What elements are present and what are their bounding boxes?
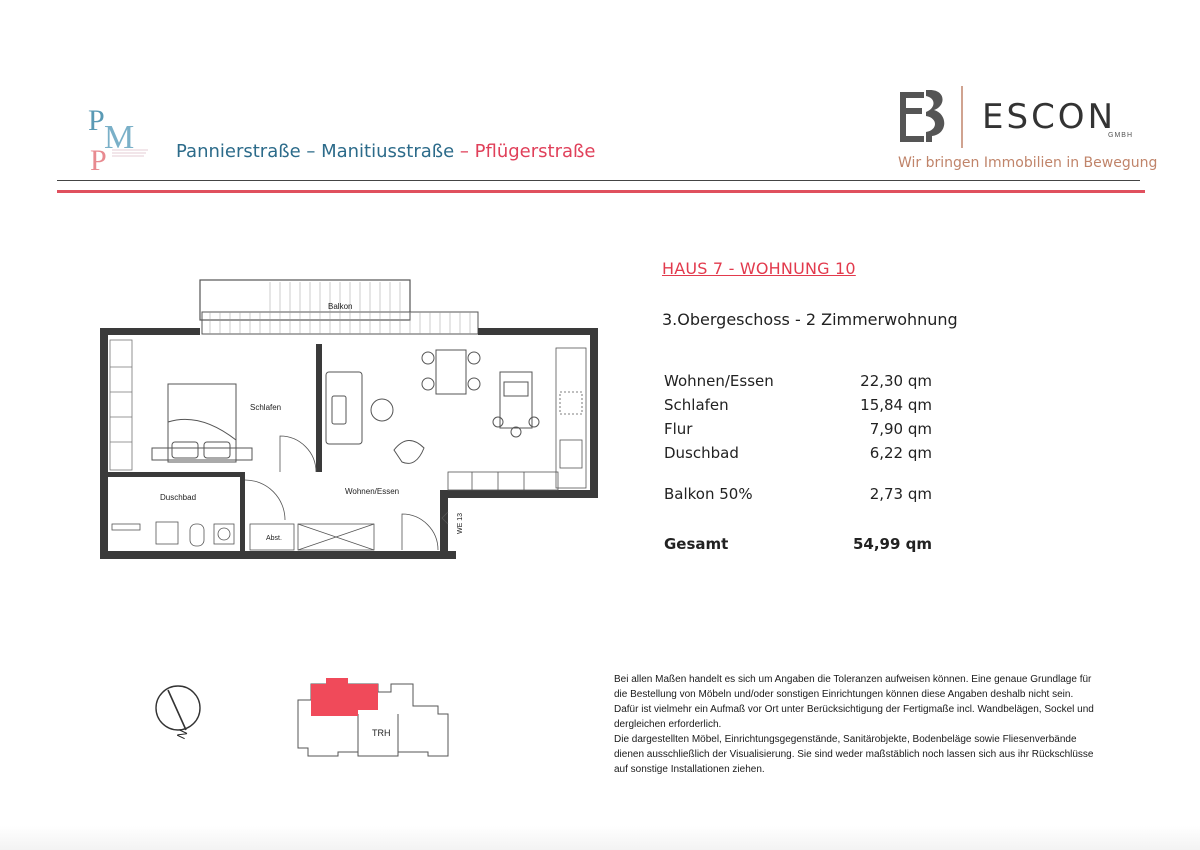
area-label: Flur [664,420,693,438]
pmp-logo [88,100,152,176]
area-row [664,444,932,466]
project-title-highlight: – Pflügerstraße [454,141,596,162]
area-value: 6,22 qm [869,444,932,462]
area-value: 2,73 qm [869,485,932,503]
bathroom [112,522,234,546]
total-label: Gesamt [664,535,729,553]
area-label: Duschbad [664,444,739,462]
pmp-logo-p1: P [88,104,105,137]
area-row [664,372,932,394]
area-label: Schlafen [664,396,729,414]
total-area-row [664,535,932,557]
floor-plan [90,272,610,572]
area-row [664,420,932,442]
header-divider [57,180,1140,181]
area-row [664,485,932,507]
plan-label-abst: Abst. [266,535,282,542]
total-value: 54,99 qm [852,535,932,553]
wardrobe [110,340,132,470]
disclaimer-paragraph: Bei allen Maßen handelt es sich um Angaben die Toleranzen aufweisen können. Eine genaue Grundlage für die Bestellung von Möbeln und/oder sonstigen Einrichtungen können diese Angaben deshalb nicht sein. Dafür ist vielmehr ein Aufmaß vor Ort unter Berücksichtigung der Fertigmaße incl. Wandbelägen, Sockel und dergleichen erforderlich. [614,674,1094,730]
disclaimer-paragraph: Die dargestellten Möbel, Einrichtungsgegenstände, Sanitärobjekte, Bodenbeläge sowie Fliesenverbände dienen ausschließlich der Visualisierung. Sie sind weder maßstäblich noch lassen sich aus ihr Rückschlüsse auf sonstige Installationen ziehen. [614,734,1094,775]
site-overview [148,670,468,780]
plan-label-entrance: WE 13 [457,512,464,534]
company-slogan: Wir bringen Immobilien in Bewegung [898,155,1158,171]
page-bottom-edge [0,826,1200,850]
balcony [200,280,478,334]
area-label: Balkon 50% [664,485,753,503]
compass-north-label: N [174,727,191,742]
area-label: Wohnen/Essen [664,372,774,390]
plan-label-duschbad: Duschbad [160,493,197,502]
area-value: 22,30 qm [860,372,932,390]
project-title [176,141,595,162]
pmp-logo-m: M [104,119,135,156]
unit-subtitle: 3.Obergeschoss - 2 Zimmerwohnung [662,310,958,329]
north-compass-icon [156,686,200,741]
company-name: ESCON [982,97,1116,137]
bed [152,384,252,462]
bedroom-door [280,436,316,472]
escon-mark-icon [896,86,976,150]
project-title-streets: Pannierstraße – Manitiusstraße [176,141,455,162]
plan-label-balkon: Balkon [328,302,353,311]
area-row [664,396,932,418]
unit-title: HAUS 7 - WOHNUNG 10 [662,259,856,278]
pmp-logo-p2: P [90,144,107,176]
plan-label-schlafen: Schlafen [250,403,282,412]
area-value: 15,84 qm [860,396,932,414]
company-suffix: GMBH [1108,132,1133,139]
area-value: 7,90 qm [869,420,932,438]
disclaimer [614,672,1094,777]
plan-label-stair: TRH [372,728,391,738]
header-accent-divider [57,190,1145,193]
kitchen [448,348,586,490]
living-furniture [326,350,539,463]
plan-label-wohnen: Wohnen/Essen [345,487,400,496]
